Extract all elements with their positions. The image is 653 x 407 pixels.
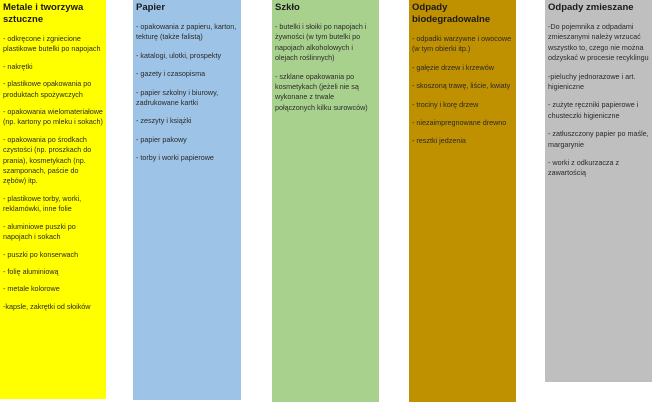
list-item: - torby i worki papierowe bbox=[136, 153, 214, 163]
list-item: - resztki jedzenia bbox=[412, 136, 466, 146]
list-item: - opakowania z papieru, karton, tekturę (także falistą) bbox=[136, 22, 237, 42]
list-item: - katalogi, ulotki, prospekty bbox=[136, 50, 222, 60]
list-item: -pieluchy jednorazowe i art. higieniczne bbox=[548, 71, 636, 92]
item-list bbox=[136, 22, 238, 164]
list-item: - papier pakowy bbox=[136, 134, 187, 144]
column-metals-plastics bbox=[0, 0, 106, 399]
list-item: - niezaimpregnowane drewno bbox=[412, 118, 507, 128]
list-item: - skoszoną trawę, liście, kwiaty bbox=[412, 81, 511, 91]
column-title: Metale i tworzywa sztuczne bbox=[3, 2, 84, 25]
list-item: - plastikowe opakowania po produktach spożywczych bbox=[3, 79, 92, 99]
column-biodegradable bbox=[409, 0, 516, 402]
item-list bbox=[412, 34, 513, 147]
list-item: - zatłuszczony papier po maśle, margarynie bbox=[548, 129, 649, 149]
item-list bbox=[275, 22, 376, 113]
column-title: Papier bbox=[136, 2, 166, 13]
list-item: - folię aluminiową bbox=[3, 266, 59, 276]
list-item: - aluminiowe puszki po napojach i sokach bbox=[3, 221, 76, 242]
list-item: - odkręcone i zgniecione plastikowe butelki po napojach bbox=[3, 34, 101, 54]
list-item: - puszki po konserwach bbox=[3, 249, 79, 259]
list-item: - opakowania wielomateriałowe (np. kartony po mleku i sokach) bbox=[3, 107, 103, 127]
list-item: -kapsle, zakrętki od słoików bbox=[3, 301, 91, 311]
list-item: -Do pojemnika z odpadami zmieszanymi należy wrzucać wszystko to, czego nie można odzyskać w procesie recyklingu bbox=[548, 22, 649, 63]
list-item: - odpadki warzywne i owocowe (w tym obierki itp.) bbox=[412, 34, 512, 54]
list-item: - butelki i słoiki po napojach i żywności (w tym butelki po napojach alkoholowych i olejach roślinnych) bbox=[275, 22, 367, 63]
list-item: - worki z odkurzacza z zawartością bbox=[548, 158, 620, 178]
list-item: - gazety i czasopisma bbox=[136, 69, 206, 79]
list-item: - plastikowe torby, worki, reklamówki, inne folie bbox=[3, 193, 82, 214]
list-item: - trociny i korę drzew bbox=[412, 99, 479, 109]
column-title: Szkło bbox=[275, 2, 300, 13]
column-paper bbox=[133, 0, 241, 400]
list-item: - nakrętki bbox=[3, 61, 33, 71]
list-item: - zużyte ręczniki papierowe i chusteczki higieniczne bbox=[548, 100, 639, 120]
list-item: - metale kolorowe bbox=[3, 284, 60, 294]
column-glass bbox=[272, 0, 379, 402]
list-item: - gałęzie drzew i krzewów bbox=[412, 62, 494, 72]
item-list bbox=[3, 34, 103, 312]
list-item: - zeszyty i książki bbox=[136, 116, 192, 126]
list-item: - szklane opakowania po kosmetykach (jeżeli nie są wykonane z trwale połączonych kilku surowców) bbox=[275, 71, 368, 112]
column-title: Odpady biodegradowalne bbox=[412, 2, 491, 25]
item-list bbox=[548, 22, 649, 179]
list-item: - opakowania po środkach czystości (np. proszkach do prania), kosmetykach (np. szamponach, paście do zębów) itp. bbox=[3, 134, 92, 186]
list-item: - papier szkolny i biurowy, zadrukowane kartki bbox=[136, 87, 219, 108]
column-mixed-waste bbox=[545, 0, 652, 382]
column-title: Odpady zmieszane bbox=[548, 2, 634, 13]
